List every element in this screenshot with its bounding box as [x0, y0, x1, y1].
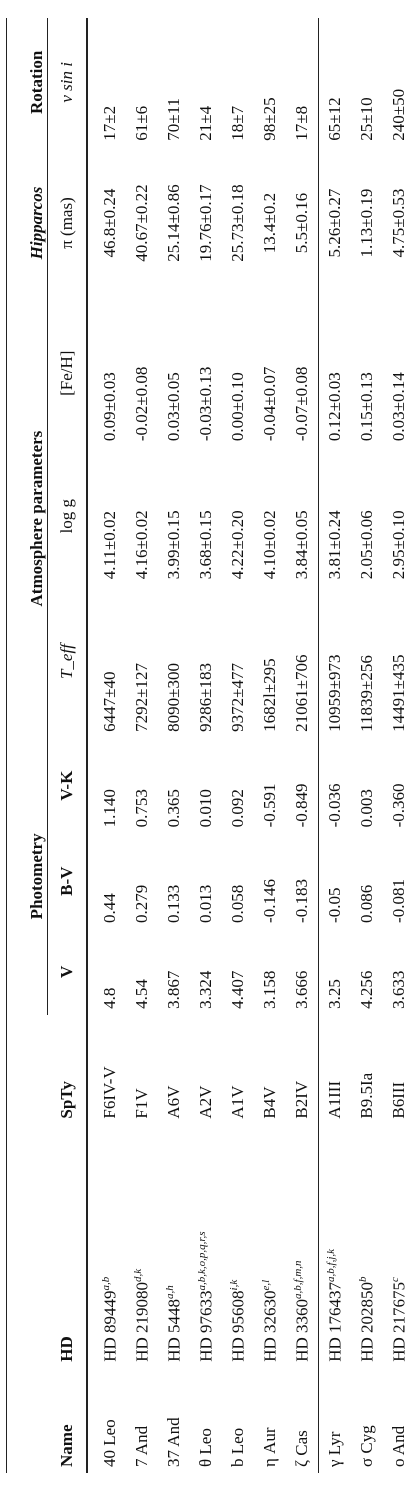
hd-designation-cell — [87, 1125, 126, 1368]
b-v-color-cell: 0.013 — [196, 884, 215, 923]
reference-superscript: a,h — [163, 1285, 176, 1299]
hd-number: HD 3360 — [292, 1298, 312, 1362]
hd-number: HD 97633 — [196, 1290, 216, 1362]
col-hd: HD — [56, 1336, 76, 1362]
b-v-color-cell: 0.086 — [357, 884, 376, 923]
parallax-cell: 40.67±0.22 — [132, 184, 151, 262]
rotational-velocity-cell: 21±4 — [196, 105, 215, 141]
rotational-velocity-cell: 17±8 — [292, 105, 311, 141]
col-v: V — [57, 965, 76, 979]
effective-temperature-cell: 11839±256 — [357, 655, 376, 732]
metallicity-cell: -0.02±0.08 — [132, 366, 151, 442]
parallax-cell: 5.5±0.16 — [292, 192, 311, 254]
spectral-type-cell: A1III — [319, 1015, 352, 1125]
effective-temperature-cell: 1682l±295 — [260, 658, 279, 732]
rotational-velocity-cell: 17±2 — [100, 105, 119, 141]
group-header-row — [7, 18, 48, 1473]
hd-number: HD 176437 — [325, 1281, 345, 1362]
header-rotation: Rotation — [7, 18, 48, 147]
star-name-cell: γ Lyr — [319, 1368, 352, 1473]
surface-gravity-cell: 3.84±0.05 — [292, 510, 311, 580]
spectral-type-cell: F1V — [132, 1088, 151, 1119]
metallicity-cell: -0.04±0.07 — [260, 366, 279, 442]
rotational-velocity-cell: 65±12 — [319, 18, 352, 147]
metallicity-cell: 0.09±0.03 — [100, 372, 119, 442]
spectral-type-cell: A2V — [196, 1085, 215, 1119]
surface-gravity-cell: 3.99±0.15 — [164, 510, 183, 580]
col-parallax: π (mas) — [57, 197, 76, 249]
hd-number: HD 217675 — [389, 1281, 409, 1362]
hd-designation-cell — [319, 1125, 352, 1368]
header-hipparcos: Hipparcos — [7, 147, 48, 300]
effective-temperature-cell: 10959±973 — [319, 585, 352, 738]
effective-temperature-cell: 14491±435 — [383, 585, 409, 738]
star-name-cell: 37 And — [164, 1417, 183, 1467]
v-k-color-cell: 0.365 — [164, 789, 183, 828]
table-row — [158, 18, 190, 1473]
surface-gravity-cell: 2.05±0.06 — [357, 510, 376, 580]
rotational-velocity-cell: 240±50 — [383, 18, 409, 147]
col-feh: [Fe/H] — [57, 350, 76, 396]
spectral-type-cell: A6V — [164, 1085, 183, 1119]
v-magnitude-cell: 3.324 — [196, 970, 215, 1009]
hd-number: HD 202850 — [357, 1281, 377, 1362]
surface-gravity-cell: 3.81±0.24 — [319, 447, 352, 585]
b-v-color-cell: -0.146 — [260, 879, 279, 923]
v-k-color-cell: 1.140 — [100, 789, 119, 828]
hd-designation-cell — [158, 1125, 190, 1368]
star-name-cell: θ Leo — [196, 1428, 215, 1467]
rotational-velocity-cell: 25±10 — [357, 97, 376, 141]
metallicity-cell: 0.03±0.05 — [164, 372, 183, 442]
b-v-color-cell: 0.44 — [100, 893, 119, 923]
table-row — [383, 18, 409, 1473]
hd-designation-cell — [190, 1125, 222, 1368]
b-v-color-cell: 0.058 — [228, 884, 247, 923]
hd-number: HD 89449 — [100, 1290, 120, 1362]
surface-gravity-cell: 3.68±0.15 — [196, 510, 215, 580]
surface-gravity-cell: 4.10±0.02 — [260, 510, 279, 580]
v-k-color-cell: -0.849 — [292, 783, 311, 828]
table-row — [190, 18, 222, 1473]
reference-superscript: d,k — [131, 1268, 144, 1282]
surface-gravity-cell: 4.22±0.20 — [228, 510, 247, 580]
table-row — [87, 18, 126, 1473]
hd-number: HD 5448 — [164, 1298, 184, 1362]
parallax-cell: 4.75±0.53 — [383, 147, 409, 300]
col-name: Name — [56, 1424, 76, 1467]
parallax-cell: 46.8±0.24 — [100, 188, 119, 258]
star-name-cell: ζ Cas — [292, 1430, 311, 1467]
spectral-type-cell: B2IV — [292, 1080, 311, 1119]
surface-gravity-cell: 2.95±0.10 — [383, 447, 409, 585]
reference-superscript: a,b,f,j,k — [324, 1248, 337, 1282]
table-row — [286, 18, 319, 1473]
effective-temperature-cell: 9286±183 — [196, 663, 215, 732]
table-row — [351, 18, 383, 1473]
surface-gravity-cell: 4.11±0.02 — [100, 511, 119, 580]
effective-temperature-cell: 8090±300 — [164, 663, 183, 732]
rotational-velocity-cell: 98±25 — [260, 97, 279, 141]
hd-designation-cell — [383, 1125, 409, 1368]
reference-superscript: b — [356, 1276, 369, 1282]
v-k-color-cell: 0.092 — [228, 789, 247, 828]
spectral-type-cell: B4V — [260, 1086, 279, 1119]
col-teff: T_eff — [57, 644, 76, 680]
metallicity-cell: 0.00±0.10 — [228, 372, 247, 442]
v-magnitude-cell: 4.54 — [132, 979, 151, 1009]
v-magnitude-cell: 4.256 — [357, 970, 376, 1009]
star-name-cell: σ Cyg — [357, 1425, 376, 1467]
parallax-cell: 1.13±0.19 — [357, 188, 376, 258]
effective-temperature-cell: 21061±706 — [292, 654, 311, 732]
reference-superscript: c — [388, 1277, 401, 1282]
reference-superscript: a,b,k,o,p,q,r,s — [195, 1231, 208, 1291]
star-name-cell: η Aur — [260, 1427, 279, 1467]
hd-designation-cell — [222, 1125, 254, 1368]
parallax-cell: 25.14±0.86 — [164, 184, 183, 262]
table-row — [254, 18, 286, 1473]
stellar-parameters-table — [6, 18, 409, 1473]
header-hd-group — [7, 1125, 48, 1368]
metallicity-cell: -0.03±0.13 — [196, 366, 215, 442]
hd-number: HD 95608 — [228, 1290, 248, 1362]
header-atmosphere-parameters: Atmosphere parameters — [7, 299, 48, 738]
star-name-cell: 40 Leo — [100, 1419, 119, 1467]
v-k-color-cell: 0.003 — [357, 789, 376, 828]
star-name-cell: 7 And — [132, 1425, 151, 1467]
v-magnitude-cell: 3.633 — [383, 929, 409, 1015]
hd-designation-cell — [286, 1125, 319, 1368]
metallicity-cell: 0.12±0.03 — [319, 299, 352, 447]
spectral-type-cell: B6III — [383, 1015, 409, 1125]
metallicity-cell: -0.07±0.08 — [292, 366, 311, 442]
col-bv: B-V — [57, 866, 76, 896]
rotational-velocity-cell: 18±7 — [228, 105, 247, 141]
hd-number: HD 32630 — [260, 1290, 280, 1362]
surface-gravity-cell: 4.16±0.02 — [132, 510, 151, 580]
header-name-group — [7, 1368, 48, 1473]
parallax-cell: 5.26±0.27 — [319, 147, 352, 300]
col-logg: log g — [57, 498, 76, 534]
metallicity-cell: 0.03±0.14 — [383, 299, 409, 447]
v-k-color-cell: -0.036 — [319, 738, 352, 834]
v-magnitude-cell: 3.25 — [319, 929, 352, 1015]
table-row — [126, 18, 158, 1473]
v-k-color-cell: 0.010 — [196, 789, 215, 828]
spectral-type-cell: A1V — [228, 1085, 247, 1119]
col-vk: V-K — [57, 770, 76, 801]
col-vsini: v sin i — [57, 62, 76, 103]
rotational-velocity-cell: 61±6 — [132, 105, 151, 141]
parallax-cell: 13.4±0.2 — [260, 192, 279, 254]
rotational-velocity-cell: 70±11 — [164, 97, 183, 141]
table-body — [87, 18, 409, 1473]
header-photometry: Photometry — [7, 738, 48, 1015]
col-spty: SpTy — [56, 1081, 76, 1119]
reference-superscript: i,k — [227, 1279, 240, 1291]
hd-number: HD 219080 — [132, 1281, 152, 1362]
b-v-color-cell: 0.133 — [164, 884, 183, 923]
hd-designation-cell — [254, 1125, 286, 1368]
v-magnitude-cell: 3.666 — [292, 970, 311, 1009]
b-v-color-cell: 0.279 — [132, 884, 151, 923]
column-header-row — [48, 18, 88, 1473]
v-magnitude-cell: 4.8 — [100, 987, 119, 1009]
effective-temperature-cell: 6447±40 — [100, 671, 119, 732]
table-row — [319, 18, 352, 1473]
v-magnitude-cell: 3.867 — [164, 970, 183, 1009]
table-row — [222, 18, 254, 1473]
parallax-cell: 19.76±0.17 — [196, 184, 215, 262]
v-magnitude-cell: 3.158 — [260, 970, 279, 1009]
star-name-cell: b Leo — [228, 1427, 247, 1467]
b-v-color-cell: -0.05 — [319, 833, 352, 929]
hd-designation-cell — [126, 1125, 158, 1368]
metallicity-cell: 0.15±0.13 — [357, 372, 376, 442]
spectral-type-cell: F6IV-V — [100, 1066, 119, 1119]
star-name-cell: o And — [383, 1368, 409, 1473]
effective-temperature-cell: 9372±477 — [228, 663, 247, 732]
b-v-color-cell: -0.081 — [383, 833, 409, 929]
parallax-cell: 25.73±0.18 — [228, 184, 247, 262]
v-k-color-cell: -0.360 — [383, 738, 409, 834]
b-v-color-cell: -0.183 — [292, 879, 311, 923]
reference-superscript: a,b — [99, 1276, 112, 1291]
hd-designation-cell — [351, 1125, 383, 1368]
v-k-color-cell: 0.753 — [132, 789, 151, 828]
reference-superscript: e,l — [259, 1279, 272, 1291]
spectral-type-cell: B9.5Ia — [357, 1072, 376, 1119]
reference-superscript: a,b,f,m,n — [291, 1260, 304, 1299]
v-magnitude-cell: 4.407 — [228, 970, 247, 1009]
header-spty-group — [7, 1015, 48, 1125]
effective-temperature-cell: 7292±127 — [132, 663, 151, 732]
v-k-color-cell: -0.591 — [260, 783, 279, 828]
